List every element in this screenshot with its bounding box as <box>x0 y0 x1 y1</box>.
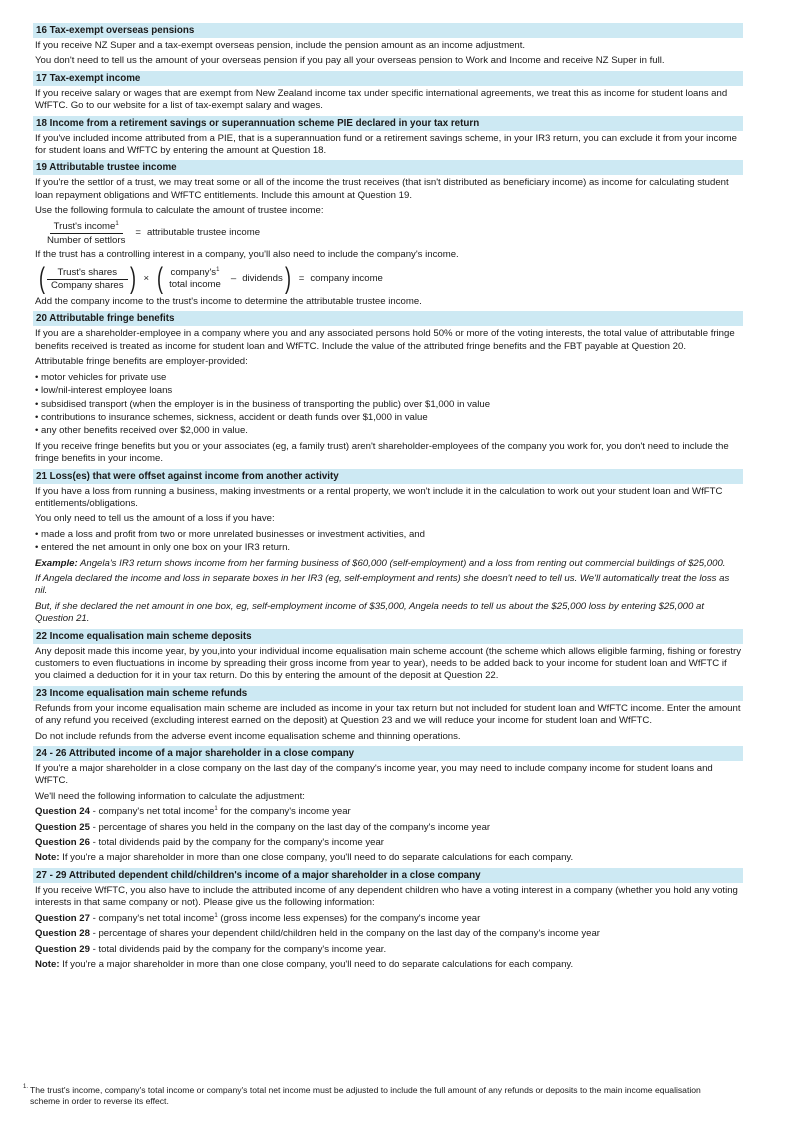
company-income-formula <box>37 264 743 294</box>
section-header: 16 Tax-exempt overseas pensions <box>33 23 743 38</box>
paragraph: If you've included income attributed from a PIE, that is a superannuation fund or a retirement savings scheme, in your IR3 return, you can exclude it from your income for student loans and WfFTC by entering the amount at Question 18. <box>35 132 737 157</box>
question-27-line: Question 27 - company's net total income$^1$ (gross income less expenses) for the company's income year <box>35 912 481 924</box>
section-24-26 <box>33 746 743 865</box>
dividends-term: dividends <box>242 272 283 284</box>
section-20 <box>33 311 743 465</box>
note-line: Note: If you're a major shareholder in more than one close company, you'll need to do separate calculations for each company. <box>35 958 574 970</box>
section-17 <box>33 71 743 113</box>
paragraph: Any deposit made this income year, by you,into your individual income equalisation main scheme account (the scheme which allows eligible farming, fishing or forestry customers to even fluctuations in income by spreading their gross income from year to year), needs to be added back to your income for student loan and WfFTC if you claimed a deduction for it in your tax return. Do this by entering the amount of the deposit at Question 22. <box>35 645 742 682</box>
paragraph: Do not include refunds from the adverse event income equalisation scheme and thinning operations. <box>35 730 461 742</box>
paragraph: You only need to tell us the amount of a loss if you have: <box>35 513 275 525</box>
stacked-term <box>165 267 225 291</box>
question-29-line: Question 29 - total dividends paid by the company for the company's income year. <box>35 943 387 955</box>
section-header: 24 - 26 Attributed income of a major shareholder in a close company <box>33 746 743 761</box>
footnote <box>23 1085 723 1107</box>
example-label: Example: <box>35 557 78 569</box>
paragraph: If you're a major shareholder in a close company on the last day of the company's income year, you may need to include company income for student loans and WfFTC. <box>35 763 713 787</box>
fraction <box>43 221 129 247</box>
fraction-denominator: Company shares <box>47 279 128 292</box>
section-header: 19 Attributable trustee income <box>33 160 743 175</box>
example-paragraph: But, if she declared the net amount in one box, eg, self-employment income of $35,000, Angela needs to tell us about the $25,000 loss by entering $25,000 at Question 21. <box>35 600 704 625</box>
equals-sign: = <box>298 272 305 284</box>
paragraph: If you have a loss from running a business, making investments or a rental property, we won't include it in the calculation to work out your student loan and WfFTC entitlements/obligations. <box>35 485 723 509</box>
paragraph: If you are a shareholder-employee in a company where you and any associated persons hold 50% or more of the voting interests, the total value of attributable fringe benefits received is treated as income for student loan and WfFTC. Include the value of the attributed fringe benefits and the FBT payable at Question 20. <box>35 328 735 352</box>
open-paren: ( <box>157 262 164 296</box>
fraction-denominator: Number of settlors <box>47 234 126 246</box>
section-16 <box>33 23 743 68</box>
page <box>33 23 743 974</box>
section-27-29 <box>33 868 743 971</box>
paragraph: If the trust has a controlling interest in a company, you'll also need to include the company's income. <box>35 248 459 260</box>
minus-sign: – <box>230 272 237 284</box>
open-paren: ( <box>39 262 45 296</box>
stacked-bottom: total income <box>169 279 221 291</box>
question-25-line: Question 25 - percentage of shares you held in the company on the last day of the company's income year <box>35 821 491 833</box>
paragraph: Use the following formula to calculate the amount of trustee income: <box>35 205 324 217</box>
close-paren: ) <box>284 262 291 296</box>
list-item: • contributions to insurance schemes, sickness, accident or death funds over $1,000 in value <box>35 412 743 424</box>
paragraph: You don't need to tell us the amount of your overseas pension if you pay all your overseas pension to Work and Income and receive NZ Super in full. <box>35 55 665 67</box>
list-item: • made a loss and profit from two or more unrelated businesses or investment activities, and <box>35 529 743 541</box>
stacked-top: $company's^1$ <box>170 267 220 279</box>
list-item: • any other benefits received over $2,000 in value. <box>35 425 743 437</box>
paragraph: We'll need the following information to calculate the adjustment: <box>35 790 305 802</box>
section-header: 17 Tax-exempt income <box>33 71 743 86</box>
section-header: 22 Income equalisation main scheme deposits <box>33 629 743 644</box>
paragraph: If you receive NZ Super and a tax-exempt overseas pension, include the pension amount as an income adjustment. <box>35 40 526 51</box>
paragraph: Add the company income to the trust's income to determine the attributable trustee income. <box>35 296 422 308</box>
trustee-income-formula <box>43 221 743 247</box>
section-19 <box>33 160 743 308</box>
paragraph: Refunds from your income equalisation main scheme are included as income in your tax return but not included for student loan and WfFTC income. Enter the amount of any refund you received (excluding interest earned on the deposit) at Question 23 and we will reduce your income for student loan and WfFTC. <box>35 702 741 727</box>
fraction-numerator: Trust's income$^1$ <box>50 221 123 234</box>
example-paragraph: If Angela declared the income and loss in separate boxes in her IR3 (eg, self-employment and rents) she doesn't need to tell us. We'll automatically treat the loss as nil. <box>35 572 730 597</box>
list-item: • motor vehicles for private use <box>35 372 743 384</box>
note-line: Note: If you're a major shareholder in more than one close company, you'll need to do separate calculations for each company. <box>35 852 574 864</box>
paragraph: If you receive fringe benefits but you or your associates (eg, a family trust) aren't shareholder-employees of the company you work for, you don't need to include the fringe benefits in your income. <box>35 440 729 465</box>
section-header: 20 Attributable fringe benefits <box>33 311 743 326</box>
section-23 <box>33 686 743 743</box>
list-item: • low/nil-interest employee loans <box>35 385 743 397</box>
paragraph: If you receive WfFTC, you also have to include the attributed income of any dependent children who have a voting interest in a company (whether you hold any voting interests in that same company or not). Please give us the following information: <box>35 884 738 909</box>
footnote-mark: 1. <box>23 1084 29 1090</box>
equals-sign: = <box>135 227 141 239</box>
footnote-text: The trust's income, company's total income or company's total net income must be adjusted to include the full amount of any refunds or deposits to the main income equalisation scheme in order to reverse its effect. <box>30 1085 701 1106</box>
close-paren: ) <box>129 262 136 296</box>
times-sign: × <box>143 272 150 284</box>
section-22 <box>33 629 743 683</box>
list-item: • subsidised transport (when the employer is in the business of transporting the public) over $1,000 in value <box>35 399 743 411</box>
formula-result: attributable trustee income <box>147 227 261 239</box>
formula-result: company income <box>310 272 383 284</box>
paragraph: If you receive salary or wages that are exempt from New Zealand income tax under specific international agreements, we treat this as income for student loans and WfFTC. Go to our website for a list of tax-exempt salary and wages. <box>35 87 728 112</box>
section-header: 23 Income equalisation main scheme refunds <box>33 686 743 701</box>
section-21 <box>33 469 743 626</box>
section-header: 18 Income from a retirement savings or superannuation scheme PIE declared in your tax return <box>33 116 743 131</box>
section-header: 27 - 29 Attributed dependent child/children's income of a major shareholder in a close company <box>33 868 743 883</box>
fraction <box>47 267 128 292</box>
fraction-numerator: Trust's shares <box>57 266 118 278</box>
question-28-line: Question 28 - percentage of shares your dependent child/children held in the company on the last day of the company's income year <box>35 928 600 940</box>
section-header: 21 Loss(es) that were offset against income from another activity <box>33 469 743 484</box>
example-paragraph: Example: Angela's IR3 return shows income from her farming business of $60,000 (self-employment) and a loss from renting out commercial buildings of $25,000. <box>35 557 726 569</box>
section-18 <box>33 116 743 158</box>
list-item: • entered the net amount in only one box on your IR3 return. <box>35 542 743 554</box>
paragraph: If you're the settlor of a trust, we may treat some or all of the income the trust receives (that isn't distributed as beneficiary income) as income for calculating student loan repayment obligations and WfFTC entitlements. Include this amount at Question 19. <box>35 177 729 201</box>
question-24-line: Question 24 - company's net total income$^1$ for the company's income year <box>35 806 351 818</box>
question-26-line: Question 26 - total dividends paid by the company for the company's income year <box>35 837 384 849</box>
paragraph: Attributable fringe benefits are employer-provided: <box>35 356 248 368</box>
